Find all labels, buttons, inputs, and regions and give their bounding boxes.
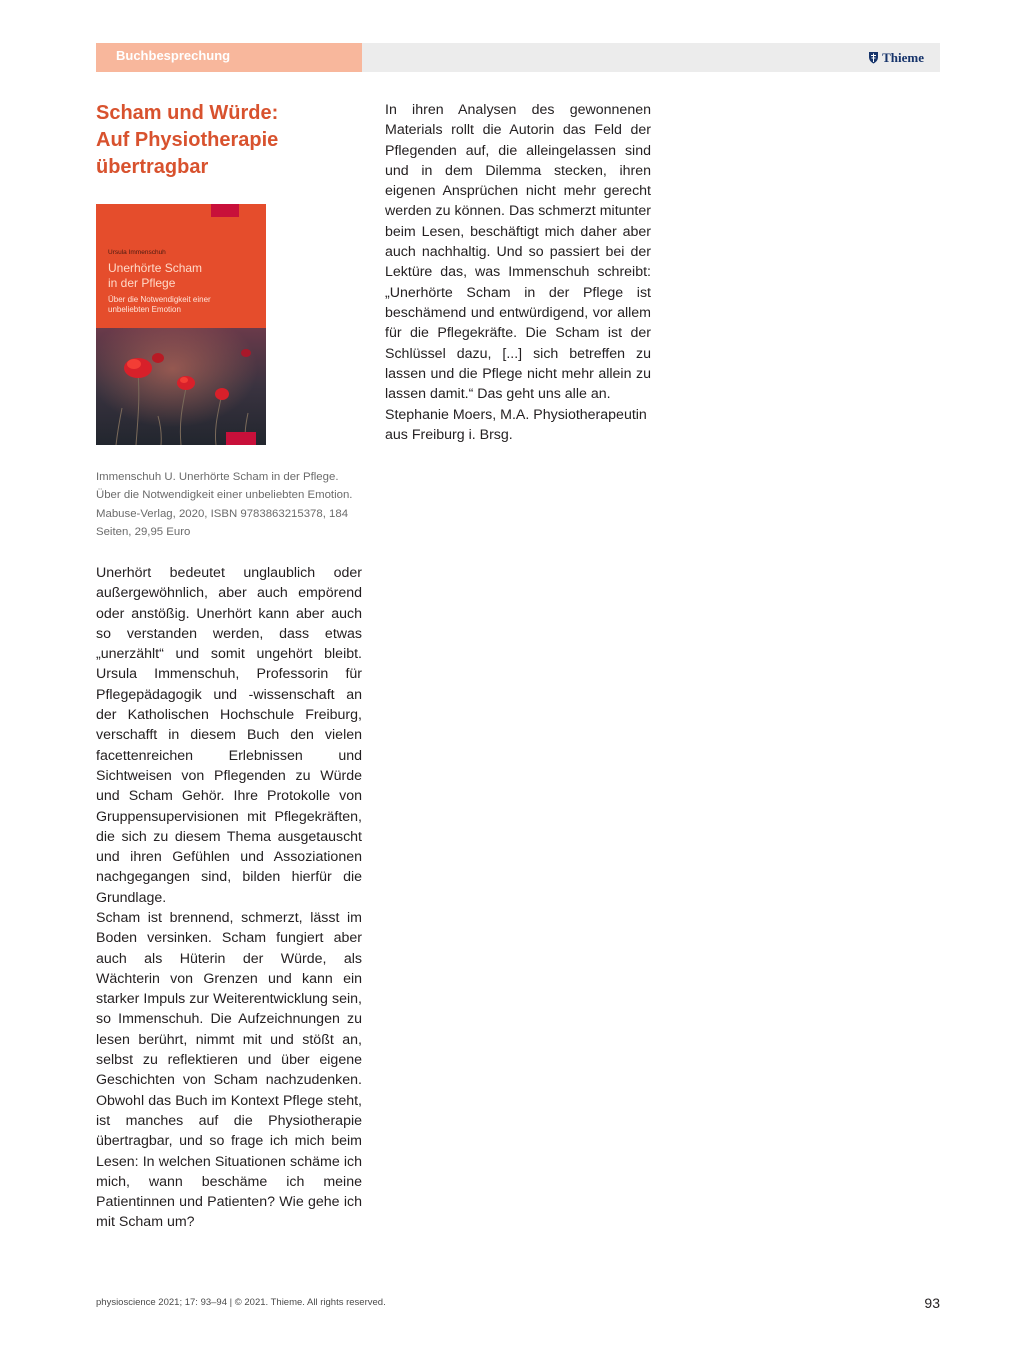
- body-paragraph: Scham ist brennend, schmerzt, lässt im Boden versinken. Scham fungiert aber auch als Hüterin der Würde, als Wächterin von Grenzen und kann ein starker Impuls zur Weiterentwicklung sein, so Immenschuh. Die Aufzeichnungen zu lesen berührt, nimmt mit und stößt an, selbst zu reflektieren und über eigene Geschichten von Scham nachzudenken. Obwohl das Buch im Kontext Pflege steht, ist manches auf die Physiotherapie übertragbar, und so frage ich mich beim Lesen: In welchen Situationen schäme ich mich, wann beschäme ich meine Patientinnen und Patienten? Wie gehe ich mit Scham um?: [96, 910, 362, 1231]
- cover-poppy-photo: [96, 328, 266, 445]
- page-number: 93: [924, 1295, 940, 1311]
- publisher-logo: [868, 43, 924, 72]
- book-bibliography: Immenschuh U. Unerhörte Scham in der Pflege. Über die Notwendigkeit einer unbeliebten Emotion. Mabuse-Verlag, 2020, ISBN 9783863215378, 184 Seiten, 29,95 Euro: [96, 471, 353, 539]
- cover-title: Unerhörte Scham in der Pflege: [108, 261, 203, 290]
- cover-publisher-tag: [211, 204, 239, 217]
- cover-author: Ursula Immenschuh: [108, 249, 166, 256]
- book-cover: [96, 204, 266, 445]
- header-bar: [96, 43, 940, 72]
- section-label: Buchbesprechung: [96, 43, 362, 72]
- journal-reference: physioscience 2021; 17: 93–94 | © 2021. Thieme. All rights reserved.: [96, 1297, 386, 1308]
- thieme-logo-icon: [868, 51, 879, 64]
- publisher-name: Thieme: [882, 49, 924, 65]
- reviewer-signature: Stephanie Moers, M.A. Physiotherapeutin aus Freiburg i. Brsg.: [385, 407, 647, 444]
- body-paragraph: Unerhört bedeutet unglaublich oder außergewöhnlich, aber auch empörend oder anstößig. Unerhört kann aber auch so verstanden werden, dass etwas „unerzählt“ und somit ungehört bleibt. Ursula Immenschuh, Professorin für Pflegepädagogik und -wissenschaft an der Katholischen Hochschule Freiburg, verschafft in diesem Buch den vielen facettenreichen Erlebnissen und Sichtweisen von Pflegenden zu Würde und Scham Gehör. Ihre Protokolle von Gruppensupervisionen mit Pflegekräften, die sich zu diesem Thema ausgetauscht und ihren Gefühlen und Assoziationen nachgegangen sind, bilden hierfür die Grundlage.: [96, 565, 362, 906]
- cover-subtitle: Über die Notwendigkeit einer unbeliebten Emotion: [108, 295, 211, 314]
- body-paragraph: In ihren Analysen des gewonnenen Materials rollt die Autorin das Feld der Pflegenden auf, die alleingelassen sind und in dem Dilemma stecken, ihren eigenen Ansprüchen nicht mehr gerecht werden zu können. Das schmerzt mitunter beim Lesen, beschäftigt mich daher aber auch nachhaltig. Und so passiert bei der Lektüre das, was Immenschuh schreibt: „Unerhörte Scham in der Pflege ist beschämend und entwürdigend, vor allem für die Pflegekräfte. Die Scham ist der Schlüssel dazu, [...] sich betreffen zu lassen und die Pflege nicht mehr allein zu lassen damit.“ Das geht uns alle an.: [385, 102, 651, 403]
- article-title: Scham und Würde: Auf Physiotherapie übertragbar: [96, 102, 279, 178]
